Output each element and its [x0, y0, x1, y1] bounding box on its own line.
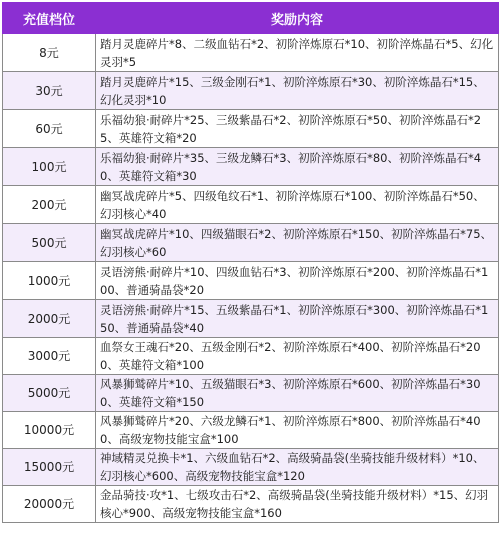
tier-cell: 100元 [3, 148, 96, 186]
table-row [3, 110, 499, 148]
tier-cell: 10000元 [3, 412, 96, 449]
column-header-tier: 充值档位 [3, 3, 96, 34]
reward-cell: 灵语滂熊·耐碎片*15、五级紫晶石*1、初阶淬炼原石*300、初阶淬炼晶石*150、普通骑晶袋*40 [96, 300, 499, 338]
recharge-reward-table [2, 2, 499, 523]
reward-cell: 风暴狮鹫碎片*10、五级猫眼石*3、初阶淬炼原石*600、初阶淬炼晶石*300、英雄符文箱*150 [96, 375, 499, 412]
table-row [3, 338, 499, 375]
column-header-reward: 奖励内容 [96, 3, 499, 34]
reward-cell: 乐福幼狼·耐碎片*35、三级龙鳞石*3、初阶淬炼原石*80、初阶淬炼晶石*40、英雄符文箱*30 [96, 148, 499, 186]
tier-cell: 15000元 [3, 449, 96, 486]
table-row [3, 449, 499, 486]
tier-cell: 20000元 [3, 486, 96, 523]
reward-cell: 踏月灵鹿碎片*8、二级血钻石*2、初阶淬炼原石*10、初阶淬炼晶石*5、幻化灵羽*5 [96, 34, 499, 72]
reward-cell: 神域精灵兑换卡*1、六级血钻石*2、高级骑晶袋(坐骑技能升级材料）*10、幻羽核心*600、高级宠物技能宝盒*120 [96, 449, 499, 486]
reward-cell: 金品骑技·攻*1、七级攻击石*2、高级骑晶袋(坐骑技能升级材料）*15、幻羽核心*900、高级宠物技能宝盒*160 [96, 486, 499, 523]
table-header-row [3, 3, 499, 34]
reward-cell: 幽冥战虎碎片*5、四级龟纹石*1、初阶淬炼原石*100、初阶淬炼晶石*50、幻羽核心*40 [96, 186, 499, 224]
tier-cell: 500元 [3, 224, 96, 262]
table-row [3, 412, 499, 449]
reward-cell: 血祭女王魂石*20、五级金刚石*2、初阶淬炼原石*400、初阶淬炼晶石*200、英雄符文箱*100 [96, 338, 499, 375]
reward-cell: 乐福幼狼·耐碎片*25、三级紫晶石*2、初阶淬炼原石*50、初阶淬炼晶石*25、英雄符文箱*20 [96, 110, 499, 148]
reward-cell: 灵语滂熊·耐碎片*10、四级血钻石*3、初阶淬炼原石*200、初阶淬炼晶石*100、普通骑晶袋*20 [96, 262, 499, 300]
tier-cell: 1000元 [3, 262, 96, 300]
reward-cell: 踏月灵鹿碎片*15、三级金刚石*1、初阶淬炼原石*30、初阶淬炼晶石*15、幻化灵羽*10 [96, 72, 499, 110]
tier-cell: 200元 [3, 186, 96, 224]
tier-cell: 2000元 [3, 300, 96, 338]
tier-cell: 3000元 [3, 338, 96, 375]
table-row [3, 262, 499, 300]
table-row [3, 186, 499, 224]
tier-cell: 8元 [3, 34, 96, 72]
reward-cell: 风暴狮鹫碎片*20、六级龙鳞石*1、初阶淬炼原石*800、初阶淬炼晶石*400、高级宠物技能宝盒*100 [96, 412, 499, 449]
table-row [3, 486, 499, 523]
table-row [3, 34, 499, 72]
tier-cell: 5000元 [3, 375, 96, 412]
tier-cell: 30元 [3, 72, 96, 110]
tier-cell: 60元 [3, 110, 96, 148]
table-row [3, 224, 499, 262]
table-row [3, 300, 499, 338]
reward-cell: 幽冥战虎碎片*10、四级猫眼石*2、初阶淬炼原石*150、初阶淬炼晶石*75、幻羽核心*60 [96, 224, 499, 262]
table-row [3, 72, 499, 110]
table-row [3, 375, 499, 412]
table-row [3, 148, 499, 186]
